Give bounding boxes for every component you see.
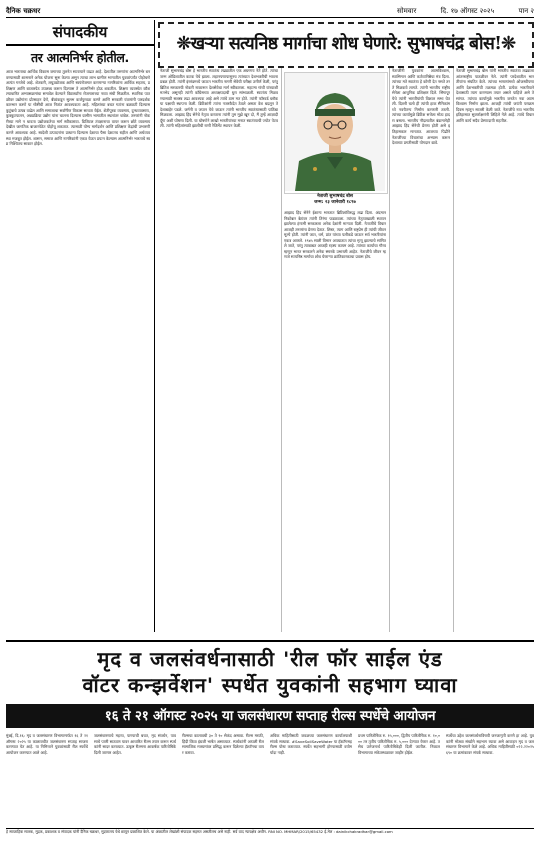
bottom-column-3: रील्सचा कालावधी ३० ते ९० सेकंद असावा. रील्स मराठी, हिंदी किंवा इंग्रजी भाषेत असाव्यात. स्पर्धकांनी आपली रील सामाजिक माध्यमांवर प्रसिद्ध करून दिलेल्या हॅशटॅगचा वापर करावा. [182, 733, 264, 755]
bottom-column-5: प्रथम पारितोषिक रु. १५,०००, द्वितीय पारितोषिक रु. १०,००० तर तृतीय पारितोषिक रु. ५,००० देण्यात येणार आहे. तसेच उत्तेजनार्थ पारितोषिकेही दिली जातील. निकाल विभागाच्या संकेतस्थळावर जाहीर होईल. [358, 733, 440, 755]
page-number: पान २ [518, 7, 534, 15]
imprint-footer: हे साप्ताहिक मालक, मुद्रक, प्रकाशक व संपादक यांनी दैनिक चक्रधर, मुद्रणालय येथे छापून प्रकाशित केले. या अंकातील लेखांशी संपादक सहमत असतीलच असे नाही. सर्व वाद न्यायक्षेत्र अधीन. RNI NO. MHMAR/2015/65432 ई-मेल : dainikchakradhar@gmail.com [6, 828, 534, 834]
editorial-column [6, 20, 155, 632]
article-column-1: नेताजी सुभाषचंद्र बोस हे भारतीय स्वातंत्र्य लढ्यातील एक अग्रगण्य नेते होते. त्यांचा जन्म ओडिशातील कटक येथे झाला. लहानपणापासूनच त्यांच्यात देशभक्तीची भावना प्रबळ होती. त्यांनी इंग्लंडमध्ये जाऊन भारतीय नागरी सेवेची परीक्षा उत्तीर्ण केली, परंतु ब्रिटिश सरकारची नोकरी नाकारून देशसेवेचा मार्ग स्वीकारला. महात्मा गांधी यांच्याशी मतभेद असूनही त्यांनी काँग्रेसच्या अध्यक्षपदाची धुरा सांभाळली. स्वातंत्र्य मिळवण्यासाठी सशस्त्र लढा आवश्यक आहे असे त्यांचे ठाम मत होते. त्यांनी फॉरवर्ड ब्लॉक या पक्षाची स्थापना केली. ब्रिटिशांनी त्यांना नजरकैदेत ठेवले असता वेश बदलून ते देशाबाहेर पडले. जर्मनी व जपान येथे जाऊन त्यांनी भारतीय स्वातंत्र्यासाठी पाठिंबा मिळवला. आझाद हिंद सेनेचे नेतृत्व करताना त्यांनी तुम मुझे खून दो, मैं तुम्हें आज़ादी दूँगा अशी घोषणा दिली. या घोषणेने लाखो भारतीयांच्या मनात स्वातंत्र्याची ज्योत पेटवली. त्यांनी महिलांसाठी झाशीची राणी रेजिमेंट स्थापन केली. [160, 68, 278, 129]
bottom-column-2: जलसंधारणाचे महत्त्व, पाण्याची बचत, मृद संवर्धन, पावसाचे पाणी साठवण यावर आधारित रील्स तयार करून स्पर्धकांनी सादर कराव्यात. उत्कृष्ट रील्सना आकर्षक पारितोषिके दिली जाणार आहेत. [94, 733, 176, 755]
issue-date: दि. १७ ऑगस्ट २०२५ [440, 7, 495, 15]
editorial-headline: तर आत्मनिर्भर होतील. [30, 50, 130, 65]
portrait-illustration [285, 73, 385, 191]
editorial-body: आज भारताचा आर्थिक विकास जगाच्या तुलनेत सातत्याने वाढत आहे. देशातील तरुणांना आत्मनिर्भर बनवण्यासाठी शासनाने अनेक योजना सुरू केल्या असून त्याचा लाभ ग्रामीण भागातील युवकांपर्यंत पोहोचणे अत्यंत गरजेचे आहे. शेतकरी, लघुउद्योजक आणि स्वयंरोजगार करणाऱ्या नागरिकांना आर्थिक सहाय्य, प्रशिक्षण आणि बाजारपेठ उपलब्ध करून दिल्यास ते आत्मनिर्भर होऊ शकतील. शिक्षण व्यवस्थेत कौशल्याधारित अभ्यासक्रमांचा समावेश केल्याने विद्यार्थ्यांना रोजगाराच्या नव्या संधी मिळतील. स्थानिक पातळीवर उद्योगांना प्रोत्साहन देणे, बँकांकडून सुलभ कर्जपुरवठा करणे आणि सरकारी यंत्रणांनी पारदर्शक कारभार करणे या गोष्टींची आज नितांत आवश्यकता आहे. महिलांच्या बचत गटांना बळकटी दिल्यास कुटुंबाचे उत्पन्न वाढेल आणि समाजाचा सर्वांगीण विकास साधता येईल. शेतीपूरक व्यवसाय, दुग्धव्यवसाय, कुक्कुटपालन, अन्नप्रक्रिया उद्योग यांना चालना दिल्यास ग्रामीण भागातील स्थलांतर थांबेल. तरुणांनी नोकरीच्या मागे न धावता उद्योजकतेचा मार्ग स्वीकारावा. डिजिटल तंत्रज्ञानाचा वापर करून छोटे व्यवसाय देखील जागतिक बाजारपेठेत पोहोचू शकतात. त्यासाठी योग्य मार्गदर्शन आणि प्रशिक्षण केंद्रांची उभारणी करणे आवश्यक आहे. स्वदेशी उत्पादनांना प्राधान्य दिल्यास देशाचा पैसा देशातच राहील आणि अर्थव्यवस्था मजबूत होईल. शासन, समाज आणि नागरिकांनी एकत्र येऊन प्रयत्न केल्यास आत्मनिर्भर भारताचे स्वप्न निश्चितच साकार होईल. [6, 69, 150, 147]
main-headline: ❊खऱ्या सत्यनिष्ठ मार्गाचा शोध घेणारे: सुभाषचंद्र बोस!❊ [176, 34, 516, 54]
photo-caption-name: नेताजी सुभाषचंद्र बोस [317, 194, 353, 199]
column-divider [389, 68, 390, 632]
bottom-column-1: मुंबई, दि.१६: मृद व जलसंधारण विभागामार्फत १६ ते २१ ऑगस्ट २०२५ या कालावधीत जलसंधारण सप्ताह साजरा करण्यात येत आहे. या निमित्ताने युवकांसाठी रील स्पर्धेचे आयोजन करण्यात आले आहे. [6, 733, 88, 755]
bottom-headline-line1: मृद व जलसंवर्धनासाठी 'रील फॉर साईल एंड [97, 647, 443, 671]
column-divider [281, 68, 282, 632]
article-column-2: आझाद हिंद सेनेने ईशान्य भारतात ब्रिटिशांविरुद्ध लढा दिला. अंदमान निकोबार बेटांवर त्यांनी तिरंगा फडकवला. त्यांच्या नेतृत्वाखाली स्थापन झालेल्या हंगामी सरकारला अनेक देशांनी मान्यता दिली. नेताजींचे विचार आजही तरुणांना प्रेरणा देतात. शिस्त, त्याग आणि राष्ट्रप्रेम ही त्यांची जीवनमूल्ये होती. त्यांनी जात, धर्म, प्रांत यांच्या पलीकडे जाऊन सर्व भारतीयांना एकत्र आणले. १९४५ साली विमान अपघातात त्यांचा मृत्यू झाल्याचे सांगितले जाते, परंतु त्याबाबत आजही रहस्य कायम आहे. त्यांच्या कार्याचा गौरव म्हणून भारत सरकारने अनेक स्मारके उभारली आहेत. नेताजींचे जीवन म्हणजे सत्यनिष्ठ मार्गाचा शोध घेणाऱ्या क्रांतिकारकाचा प्रवास होय. [284, 210, 386, 260]
editorial-section-title: संपादकीय [6, 22, 154, 46]
portrait-photo [284, 72, 388, 194]
bottom-subheadline: १६ ते २१ ऑगस्ट २०२५ या जलसंधारण सप्ताह रील्स स्पर्धेचे आयोजन [6, 704, 534, 728]
main-headline-box [158, 22, 534, 68]
bottom-column-4: अधिक माहितीसाठी जवळच्या जलसंधारण कार्यालयाशी संपर्क साधावा. #SaveSoilSaveWater या हॅशटॅगसह रील्स पोस्ट कराव्यात. स्पर्धेत सहभागी होण्यासाठी वयोमर्यादा नाही. [270, 733, 352, 755]
column-divider [453, 68, 454, 632]
bottom-column-6: स्पर्धेचा उद्देश जलसंवर्धनाविषयी जनजागृती करणे हा आहे. युवकांनी मोठ्या संख्येने सहभाग घ्यावा असे आवाहन मृद व जलसंधारण विभागाने केले आहे. अधिक माहितीसाठी ०२२-२२०२५६९० या क्रमांकावर संपर्क साधावा. [446, 733, 534, 755]
article-column-3: नेताजींनी युवकांना आत्मविश्वास, स्वाभिमान आणि कर्तव्यनिष्ठेचा मंत्र दिला. त्यांच्या मते स्वातंत्र्य हे कोणी देत नसते तर ते मिळवावे लागते. त्यांनी भारतीय राष्ट्रीय सेनेला आधुनिक प्रशिक्षण दिले. सिंगापूर येथे त्यांनी भारतीयांची विशाल सभा घेतली. दिल्ली चलो ही त्यांची हाक सैनिकांमध्ये नवचैतन्य निर्माण करणारी ठरली. त्यांच्या कार्यामुळे ब्रिटिश सत्तेला मोठा हादरा बसला. भारतीय नौदलातील बंडामागेही आझाद हिंद सेनेची प्रेरणा होती असे इतिहासकार मानतात. आजच्या पिढीने नेताजींच्या विचारांचा अभ्यास करून देशाच्या प्रगतीसाठी योगदान द्यावे. [392, 68, 450, 146]
issue-info [375, 5, 534, 17]
bottom-headline-line2: वॉटर कन्झर्वेशन' स्पर्धेत युवकांनी सहभाग घ्यावा [82, 673, 458, 697]
newspaper-name: दैनिक चक्रधर [6, 7, 41, 15]
issue-day: सोमवार [397, 7, 417, 15]
photo-caption [284, 194, 386, 206]
bottom-headline [6, 640, 534, 698]
page-header [6, 5, 534, 18]
article-column-4: नेताजी सुभाषचंद्र बोस यांनी भारतीय स्वातंत्र्य लढ्याला आंतरराष्ट्रीय पातळीवर नेले. त्यांनी परदेशातील भारतीयांना संघटित केले. त्यांच्या भाषणांमध्ये ओजस्वीपणा आणि देशभक्तीची तळमळ होती. प्रत्येक भारतीयाने देशासाठी त्याग करण्यास तयार असले पाहिजे असे ते सांगत. त्यांच्या कार्यामुळे भारतीय जनतेत नवा आत्मविश्वास निर्माण झाला. आजही त्यांची जयंती पराक्रम दिवस म्हणून साजरी केली जाते. नेताजींचे नाव भारतीय इतिहासात सुवर्णाक्षरांनी लिहिले गेले आहे. त्यांचे विचार आणि कार्य सदैव प्रेरणादायी राहतील. [456, 68, 534, 123]
photo-caption-birth: जन्म: २३ जानेवारी १८९७ [314, 200, 356, 205]
